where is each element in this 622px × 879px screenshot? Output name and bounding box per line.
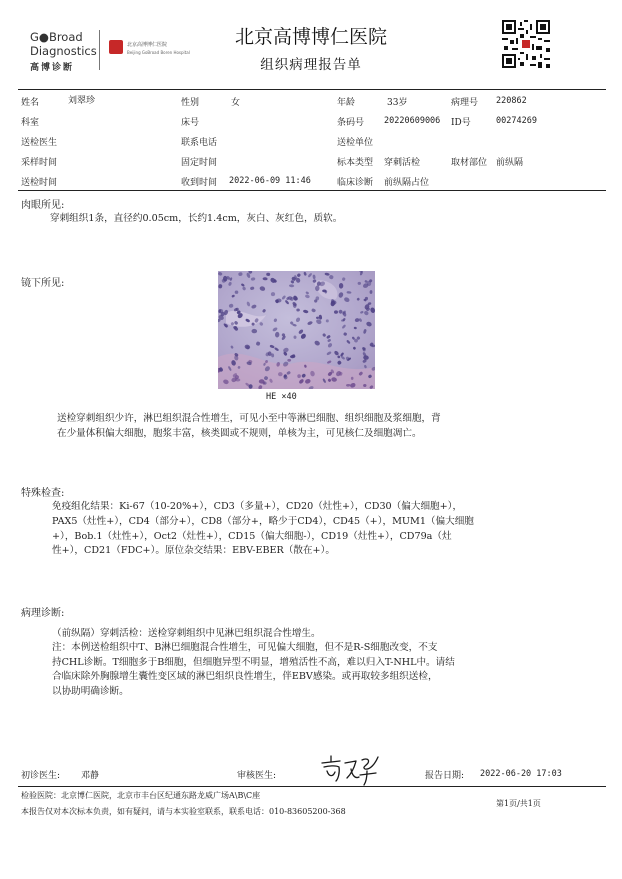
hospital-info: 检验医院：北京博仁医院，北京市丰台区纪通东路龙威广场A\B\C座 (21, 791, 261, 800)
report-date: 2022-06-20 17:03 (480, 769, 562, 779)
seal-text-cn: 北京高博博仁医院 (127, 42, 168, 48)
clinical-dx-label: 临床诊断 (337, 178, 374, 188)
diagnosis-line3: 持CHL诊断。T细胞多于B细胞，但细胞异型不明显，增殖活性不高，难以归入T-NHL中。请结 (52, 657, 455, 668)
site: 前纵隔 (496, 158, 524, 168)
first-doctor-label: 初诊医生: (21, 771, 61, 781)
gross-title: 肉眼所见: (21, 200, 65, 211)
special-line1: 免疫组化结果：Ki-67（10-20%+），CD3（多量+），CD20（灶性+），CD30（偏大细胞+）， (52, 501, 463, 512)
receive-time-label: 收到时间 (181, 178, 218, 188)
micro-caption: HE ×40 (266, 392, 297, 402)
site-label: 取材部位 (451, 158, 488, 168)
barcode-label: 条码号 (337, 118, 365, 128)
specimen-type-label: 标本类型 (337, 158, 374, 168)
pathology-no: 220862 (496, 96, 527, 106)
info-divider (18, 190, 606, 191)
barcode: 20220609006 (384, 116, 441, 126)
first-doctor: 邓静 (81, 771, 100, 781)
report-date-label: 报告日期: (425, 771, 465, 781)
micro-text-line2: 在少量体积偏大细胞，胞浆丰富，核类圆或不规则，单核为主，可见核仁及细胞凋亡。 (57, 428, 422, 439)
special-title: 特殊检查: (21, 488, 65, 499)
submit-time-label: 送检时间 (21, 178, 58, 188)
sample-time-label: 采样时间 (21, 158, 58, 168)
special-line4: 性+），CD21（FDC+）。原位杂交结果：EBV-EBER（散在+）。 (52, 545, 335, 556)
logo-line1: G●Broad (30, 30, 83, 44)
patient-sex: 女 (231, 98, 241, 108)
micro-text-line1: 送检穿刺组织少许，淋巴组织混合性增生，可见小至中等淋巴细胞、组织细胞及浆细胞，背 (57, 413, 441, 424)
special-line2: PAX5（灶性+），CD4（部分+），CD8（部分+，略少于CD4），CD45（+），MUM1（偏大细胞 (52, 516, 474, 527)
micrograph-image (218, 271, 375, 389)
seal-text-en: Beijing GoBroad Boren Hospital (127, 50, 190, 55)
patient-name: 刘翠珍 (68, 96, 96, 106)
dept-label: 科室 (21, 118, 40, 128)
gross-text: 穿刺组织1条，直径约0.05cm，长约1.4cm，灰白、灰红色，质软。 (50, 213, 343, 224)
name-label: 姓名 (21, 98, 40, 108)
clinical-dx: 前纵隔占位 (384, 178, 430, 188)
diagnosis-line1: （前纵隔）穿刺活检：送检穿刺组织中见淋巴组织混合性增生。 (52, 628, 321, 639)
micro-title: 镜下所见: (21, 278, 65, 289)
special-line3: +），Bob.1（灶性+），Oct2（灶性+），CD15（偏大细胞-），CD19（灶性+），CD79a（灶 (52, 531, 452, 542)
pathology-no-label: 病理号 (451, 98, 479, 108)
patient-age: 33岁 (387, 98, 408, 108)
diagnosis-line5: 以协助明确诊断。 (52, 686, 129, 697)
patient-id: 00274269 (496, 116, 537, 126)
fix-time-label: 固定时间 (181, 158, 218, 168)
report-title: 组织病理报告单 (260, 57, 362, 73)
reviewer-label: 审核医生: (237, 771, 277, 781)
footer-divider (18, 786, 606, 787)
bed-label: 床号 (181, 118, 200, 128)
logo-cn: 高博诊断 (30, 63, 75, 73)
diagnosis-line4: 合临床除外胸腺增生囊性变区域的淋巴组织良性增生，伴EBV感染。或再取较多组织送检， (52, 671, 438, 682)
doctor-label: 送检医生 (21, 138, 58, 148)
qr-code-icon (502, 20, 550, 68)
id-label: ID号 (451, 118, 471, 128)
header-divider (18, 89, 606, 90)
age-label: 年龄 (337, 98, 356, 108)
reviewer-signature-icon (318, 751, 384, 787)
diagnosis-line2: 注：本例送检组织中T、B淋巴细胞混合性增生，可见偏大细胞，但不是R-S细胞改变，不支 (52, 642, 438, 653)
logo-line2: Diagnostics (30, 44, 97, 58)
page-number: 第1页/共1页 (496, 799, 541, 808)
phone-label: 联系电话 (181, 138, 218, 148)
sex-label: 性别 (181, 98, 200, 108)
unit-label: 送检单位 (337, 138, 374, 148)
hospital-name: 北京高博博仁医院 (234, 26, 387, 48)
disclaimer: 本报告仅对本次标本负责，如有疑问，请与本实验室联系，联系电话：010-83605200-368 (21, 807, 346, 816)
specimen-type: 穿刺活检 (384, 158, 421, 168)
diagnosis-title: 病理诊断: (21, 608, 65, 619)
receive-time: 2022-06-09 11:46 (229, 176, 311, 186)
